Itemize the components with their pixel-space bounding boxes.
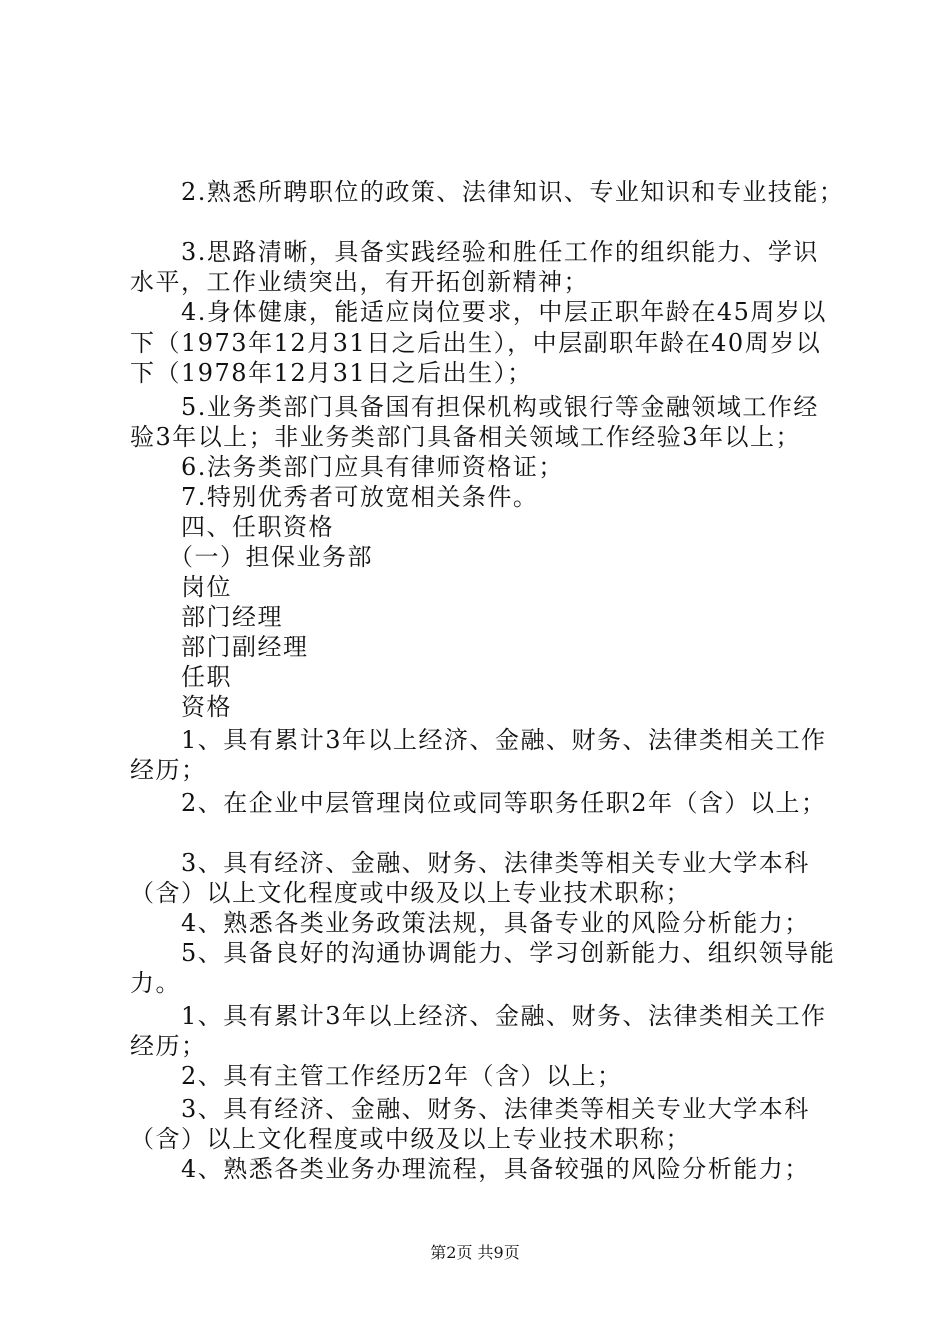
- table-cell-label: 岗位: [130, 573, 232, 601]
- text-line: 4、熟悉各类业务办理流程，具备较强的风险分析能力；: [130, 1155, 810, 1183]
- text-line: 4、熟悉各类业务政策法规，具备专业的风险分析能力；: [130, 909, 810, 937]
- text-line: 水平，工作业绩突出，有开拓创新精神；: [130, 268, 589, 296]
- text-line: 1、具有累计3年以上经济、金融、财务、法律类相关工作: [130, 1002, 827, 1030]
- section-heading: 四、任职资格: [130, 513, 334, 541]
- text-line: 下（1973年12月31日之后出生），中层副职年龄在40周岁以: [130, 329, 822, 357]
- text-line: 力。: [130, 969, 181, 997]
- table-cell-label: 资格: [130, 693, 232, 721]
- text-line: 4.身体健康，能适应岗位要求，中层正职年龄在45周岁以: [130, 298, 827, 326]
- table-cell-label: 部门副经理: [130, 633, 309, 661]
- text-line: 6.法务类部门应具有律师资格证；: [130, 453, 564, 481]
- text-line: 下（1978年12月31日之后出生）；: [130, 359, 533, 387]
- text-line: 验3年以上；非业务类部门具备相关领域工作经验3年以上；: [130, 423, 802, 451]
- table-cell-label: 部门经理: [130, 603, 283, 631]
- subsection-heading: （一）担保业务部: [130, 543, 373, 571]
- text-line: 5.业务类部门具备国有担保机构或银行等金融领域工作经: [130, 393, 819, 421]
- page-footer: 第2页 共9页: [430, 1243, 520, 1262]
- text-line: 经历；: [130, 1032, 207, 1060]
- text-line: 1、具有累计3年以上经济、金融、财务、法律类相关工作: [130, 726, 827, 754]
- text-line: 3、具有经济、金融、财务、法律类等相关专业大学本科: [130, 1095, 810, 1123]
- text-line: （含）以上文化程度或中级及以上专业技术职称；: [130, 879, 691, 907]
- text-line: 经历；: [130, 756, 207, 784]
- text-line: 2、具有主管工作经历2年（含）以上；: [130, 1062, 623, 1090]
- text-line: 7.特别优秀者可放宽相关条件。: [130, 483, 539, 511]
- text-line: 2、在企业中层管理岗位或同等职务任职2年（含）以上；: [130, 789, 827, 817]
- text-line: （含）以上文化程度或中级及以上专业技术职称；: [130, 1125, 691, 1153]
- text-line: 5、具备良好的沟通协调能力、学习创新能力、组织领导能: [130, 939, 836, 967]
- text-line: 2.熟悉所聘职位的政策、法律知识、专业知识和专业技能；: [130, 178, 845, 206]
- text-line: 3.思路清晰，具备实践经验和胜任工作的组织能力、学识: [130, 238, 819, 266]
- table-cell-label: 任职: [130, 663, 232, 691]
- text-line: 3、具有经济、金融、财务、法律类等相关专业大学本科: [130, 849, 810, 877]
